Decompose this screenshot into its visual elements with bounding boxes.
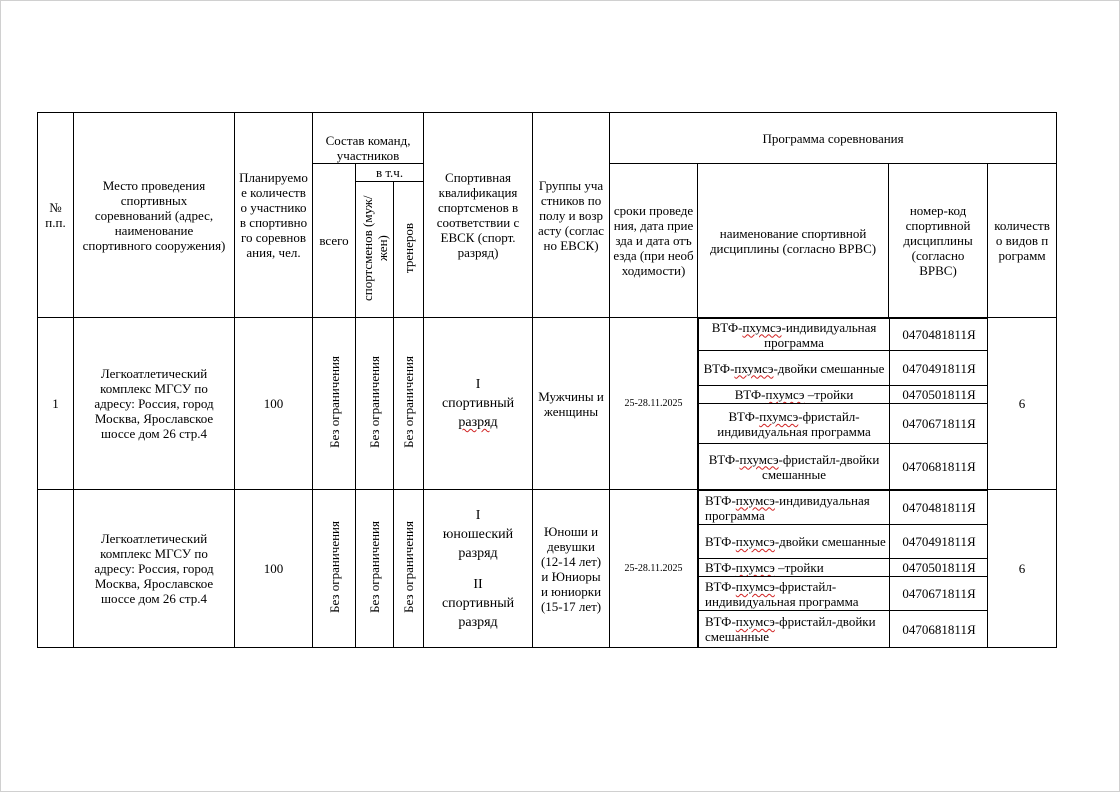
header-team: Состав команд, участников bbox=[313, 113, 424, 164]
row-planned: 100 bbox=[235, 490, 313, 648]
qual-line-3: II bbox=[473, 576, 483, 592]
header-coaches: тренеров bbox=[394, 182, 424, 318]
row-groups: Мужчины и женщины bbox=[533, 318, 610, 490]
row-num bbox=[38, 490, 74, 648]
header-num: № п.п. bbox=[38, 113, 74, 318]
row-count: 6 bbox=[988, 318, 1057, 490]
row-place: Легкоатлетический комплекс МГСУ по адресу: Россия, город Москва, Ярославское шоссе дом 26 стр.4 bbox=[74, 318, 235, 490]
program-list bbox=[698, 490, 988, 647]
program-item: ВТФ-пхумсэ-фристайл-двойки смешанные 0470681811Я bbox=[699, 444, 988, 489]
row-qualification bbox=[424, 490, 533, 648]
row-athletes: Без ограничения bbox=[356, 318, 394, 490]
row-program bbox=[698, 318, 988, 490]
row-coaches: Без ограничения bbox=[394, 318, 424, 490]
program-item: ВТФ-пхумсэ –тройки 0470501811Я bbox=[699, 559, 988, 577]
qual-line-1: I bbox=[475, 377, 481, 392]
header-incl: в т.ч. bbox=[356, 164, 424, 182]
program-item: ВТФ-пхумсэ-фристайл-индивидуальная программа 0470671811Я bbox=[699, 404, 988, 444]
qual-line-3: разряд bbox=[458, 415, 498, 430]
qual-line-1: I bbox=[475, 507, 481, 523]
header-planned: Планируемое количество участников спортивного соревнования, чел. bbox=[235, 113, 313, 318]
header-qualification: Спортивная квалификация спортсменов в соответствии с ЕВСК (спорт. разряд) bbox=[424, 113, 533, 318]
row-coaches: Без ограничения bbox=[394, 490, 424, 648]
header-program: Программа соревнования bbox=[610, 113, 1057, 164]
qual-line-2: юношеский разряд bbox=[442, 526, 514, 561]
row-num: 1 bbox=[38, 318, 74, 490]
program-list bbox=[698, 318, 988, 489]
row-count: 6 bbox=[988, 490, 1057, 648]
program-item: ВТФ-пхумсэ-двойки смешанные 0470491811Я bbox=[699, 525, 988, 559]
row-qualification bbox=[424, 318, 533, 490]
header-athletes: спортсменов (муж/жен) bbox=[356, 182, 394, 318]
qual-line-2: спортивный bbox=[441, 396, 515, 411]
program-item: ВТФ-пхумсэ-индивидуальная программа 0470481811Я bbox=[699, 319, 988, 351]
qual-line-4: спортивный разряд bbox=[441, 595, 515, 630]
header-discipline: наименование спортивной дисциплины (согласно ВРВС) bbox=[698, 164, 889, 318]
header-groups: Группы участников по полу и возрасту (согласно ЕВСК) bbox=[533, 113, 610, 318]
program-item: ВТФ-пхумсэ –тройки 0470501811Я bbox=[699, 386, 988, 404]
row-place: Легкоатлетический комплекс МГСУ по адресу: Россия, город Москва, Ярославское шоссе дом 26 стр.4 bbox=[74, 490, 235, 648]
row-groups: Юноши и девушки (12-14 лет) и Юниоры и юниорки (15-17 лет) bbox=[533, 490, 610, 648]
program-item: ВТФ-пхумсэ-фристайл-двойки смешанные 0470681811Я bbox=[699, 611, 988, 647]
competition-table bbox=[37, 112, 1057, 648]
row-planned: 100 bbox=[235, 318, 313, 490]
program-item: ВТФ-пхумсэ-фристайл-индивидуальная программа 0470671811Я bbox=[699, 577, 988, 611]
header-place: Место проведения спортивных соревнований (адрес, наименование спортивного сооружения) bbox=[74, 113, 235, 318]
program-item: ВТФ-пхумсэ-индивидуальная программа 0470481811Я bbox=[699, 491, 988, 525]
header-total: всего bbox=[313, 164, 356, 318]
header-count: количество видов программ bbox=[988, 164, 1057, 318]
row-program bbox=[698, 490, 988, 648]
header-code: номер-код спортивной дисциплины (согласно ВРВС) bbox=[889, 164, 988, 318]
row-total: Без ограничения bbox=[313, 490, 356, 648]
header-dates: сроки проведения, дата приезда и дата отъезда (при необходимости) bbox=[610, 164, 698, 318]
program-item: ВТФ-пхумсэ-двойки смешанные 0470491811Я bbox=[699, 351, 988, 386]
row-dates: 25-28.11.2025 bbox=[610, 318, 698, 490]
row-dates: 25-28.11.2025 bbox=[610, 490, 698, 648]
table-row bbox=[38, 318, 1057, 490]
table-row bbox=[38, 490, 1057, 648]
row-athletes: Без ограничения bbox=[356, 490, 394, 648]
header-row-1 bbox=[38, 113, 1057, 164]
row-total: Без ограничения bbox=[313, 318, 356, 490]
